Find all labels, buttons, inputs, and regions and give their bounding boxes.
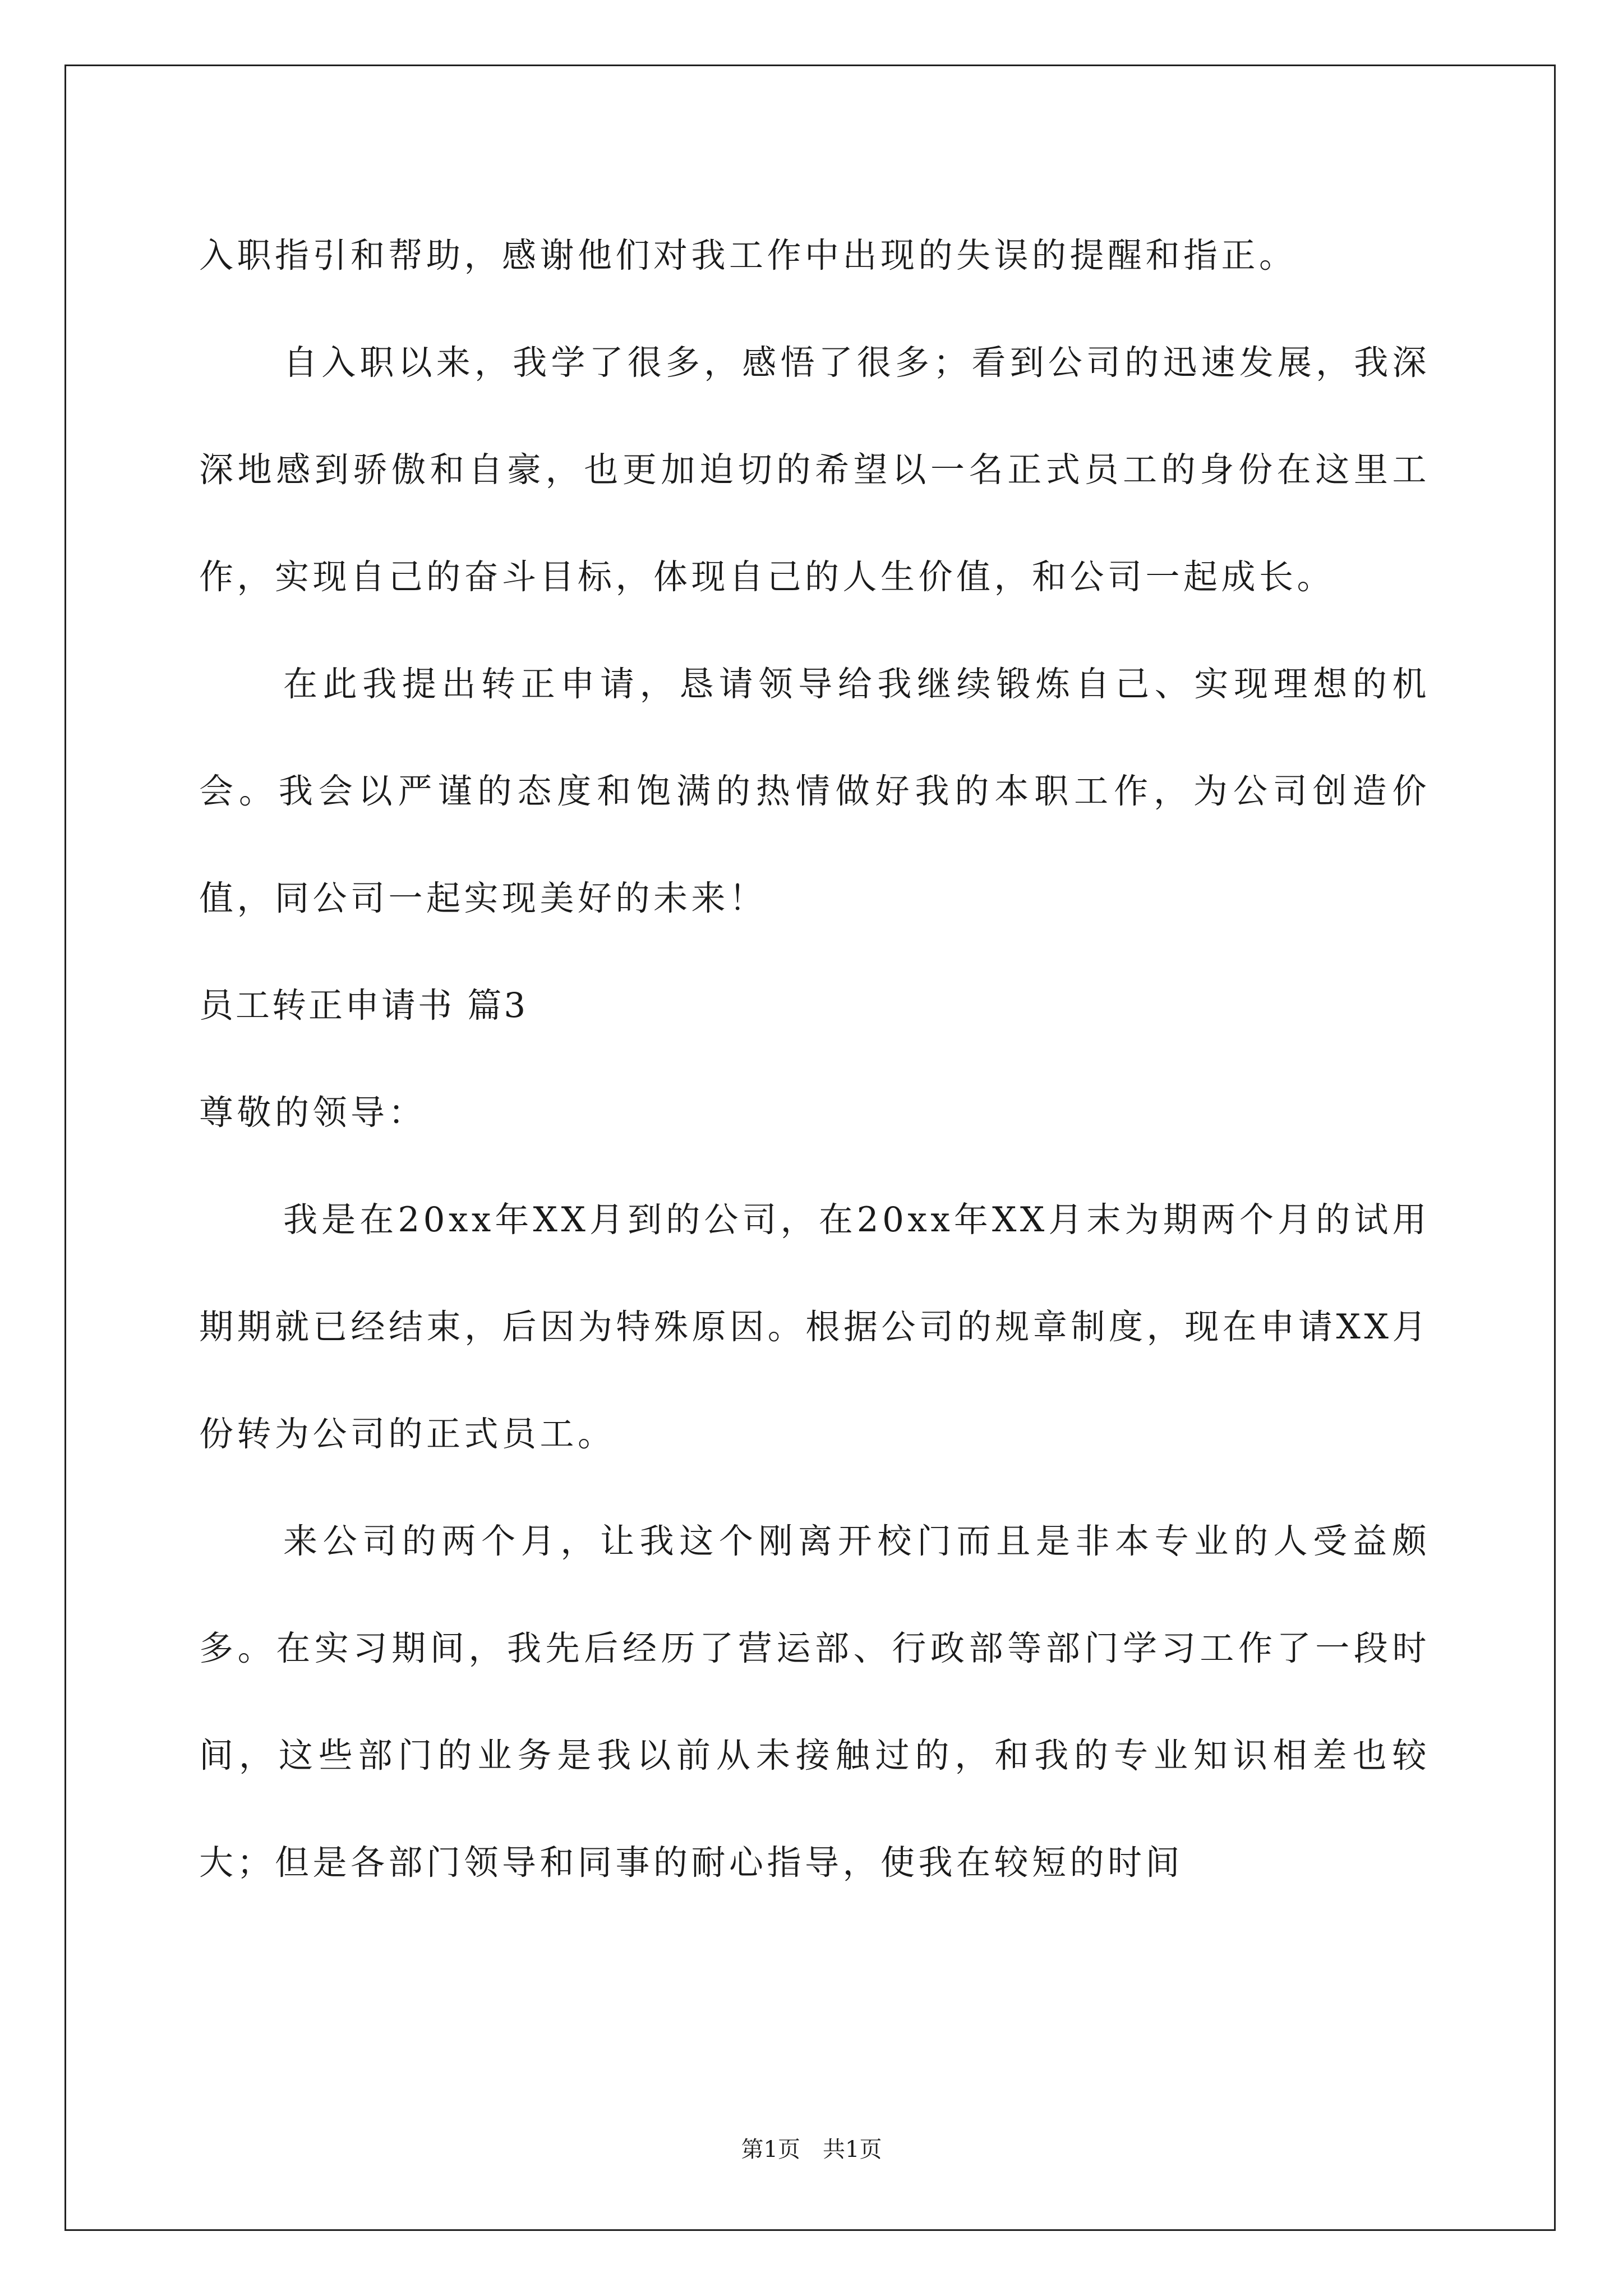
document-body <box>199 202 1430 1916</box>
paragraph-experience: 来公司的两个月，让我这个刚离开校门而且是非本专业的人受益颇多。在实习期间，我先后经历了营运部、行政部等部门学习工作了一段时间，这些部门的业务是我以前从未接触过的，和我的专业知识相差也较大；但是各部门领导和同事的耐心指导，使我在较短的时间 <box>199 1521 1430 1883</box>
paragraph-probation: 我是在20xx年XX月到的公司，在20xx年XX月末为期两个月的试用期期就已经结束，后因为特殊原因。根据公司的规章制度，现在申请XX月份转为公司的正式员工。 <box>199 1200 1430 1454</box>
paragraph-closing-thanks: 入职指引和帮助，感谢他们对我工作中出现的失误的提醒和指正。 <box>199 236 1297 275</box>
section-heading: 员工转正申请书 篇3 <box>199 986 528 1025</box>
page-number-footer: 第1页 共1页 <box>741 2137 882 2162</box>
salutation: 尊敬的领导： <box>199 1093 427 1133</box>
paragraph-since-joining: 自入职以来，我学了很多，感悟了很多；看到公司的迅速发展，我深深地感到骄傲和自豪，也更加迫切的希望以一名正式员工的身份在这里工作，实现自己的奋斗目标，体现自己的人生价值，和公司一起成长。 <box>199 343 1430 597</box>
paragraph-request: 在此我提出转正申请，恳请领导给我继续锻炼自己、实现理想的机会。我会以严谨的态度和饱满的热情做好我的本职工作，为公司创造价值，同公司一起实现美好的未来！ <box>199 664 1430 918</box>
